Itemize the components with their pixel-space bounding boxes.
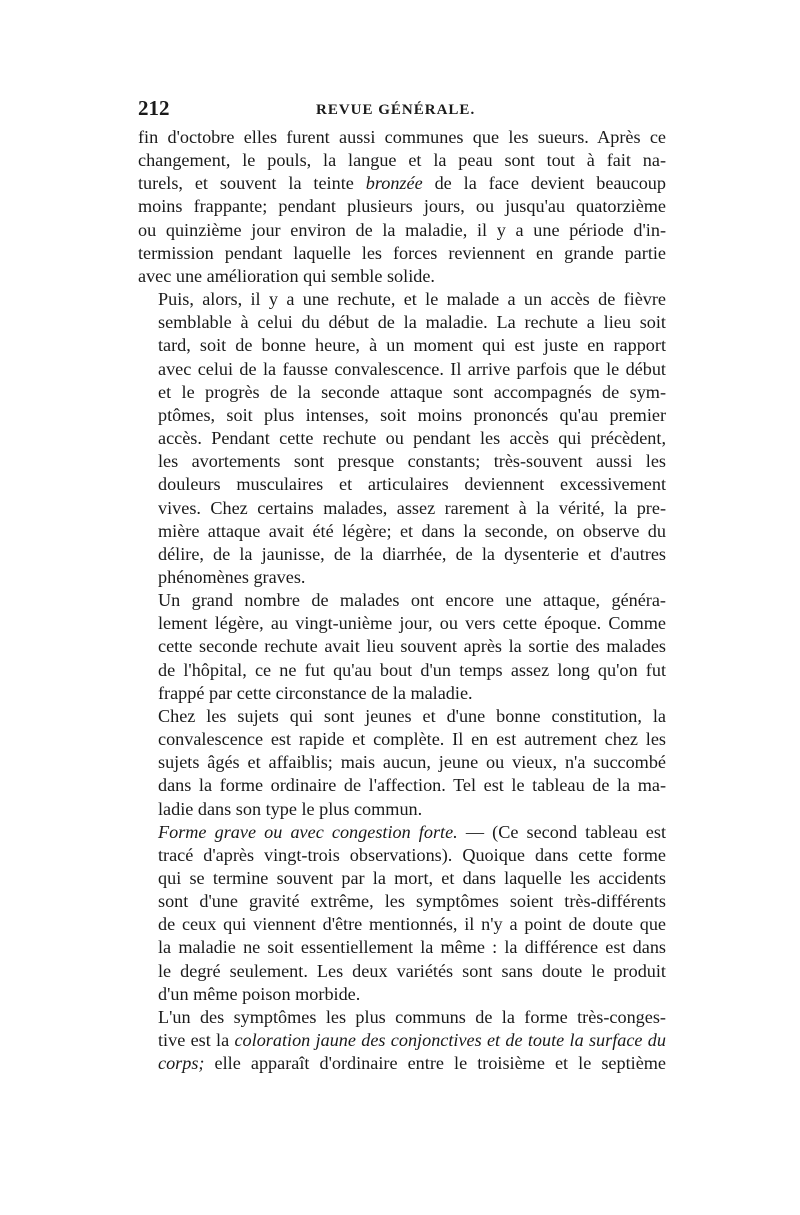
text-line: lement légère, au vingt-unième jour, ou vers cette époque. Comme	[158, 613, 666, 634]
text-line: ladie dans son type le plus commun.	[158, 798, 423, 819]
text-line: avec celui de la fausse convalescence. Il arrive parfois que le début	[158, 358, 666, 379]
text-segment: tive est la	[158, 1030, 235, 1051]
text-line: moins frappante; pendant plusieurs jours, ou jusqu'au quatorzième	[138, 196, 666, 217]
text-line: Chez les sujets qui sont jeunes et d'une bonne constitution, la	[158, 705, 666, 726]
body-text	[138, 126, 666, 1075]
text-line: douleurs musculaires et articulaires deviennent excessivement	[158, 474, 666, 495]
text-line: tracé d'après vingt-trois observations). Quoique dans cette forme	[158, 844, 666, 865]
page-header	[138, 96, 666, 126]
book-page	[138, 96, 666, 1075]
text-line: phénomènes graves.	[158, 566, 306, 587]
italic-phrase: coloration jaune des conjonctives et de toute la surface du	[234, 1030, 666, 1051]
text-line: d'un même poison morbide.	[158, 983, 361, 1004]
paragraph-2	[138, 288, 666, 589]
text-line: sujets âgés et affaiblis; mais aucun, jeune ou vieux, n'a succombé	[158, 752, 666, 773]
text-line: Un grand nombre de malades ont encore une attaque, généra-	[158, 590, 666, 611]
paragraph-5	[138, 821, 666, 1006]
text-segment: turels, et souvent la teinte	[138, 173, 366, 194]
text-line	[138, 1029, 666, 1052]
text-line: délire, de la jaunisse, de la diarrhée, de la dysenterie et d'autres	[158, 543, 666, 564]
italic-heading: Forme grave ou avec congestion forte.	[158, 821, 458, 842]
text-line: le degré seulement. Les deux variétés sont sans doute le produit	[158, 960, 666, 981]
text-line: tard, soit de bonne heure, à un moment qui est juste en rapport	[158, 335, 666, 356]
text-line: qui se termine souvent par la mort, et dans laquelle les accidents	[158, 868, 666, 888]
text-line: sont d'une gravité extrême, les symptômes soient très-différents	[158, 891, 666, 912]
text-line: et le progrès de la seconde attaque sont accompagnés de sym-	[158, 381, 666, 402]
text-line: fin d'octobre elles furent aussi communes que les sueurs. Après ce	[138, 127, 666, 147]
text-line: frappé par cette circonstance de la maladie.	[158, 682, 473, 703]
text-line	[138, 821, 666, 844]
paragraph-6	[138, 1006, 666, 1075]
text-line: cette seconde rechute avait lieu souvent après la sortie des malades	[158, 636, 666, 657]
text-line: de l'hôpital, ce ne fut qu'au bout d'un temps assez long qu'on fut	[158, 659, 666, 680]
page-number: 212	[138, 96, 170, 120]
text-line	[138, 172, 666, 195]
running-head: REVUE GÉNÉRALE.	[316, 102, 476, 118]
text-line: avec une amélioration qui semble solide.	[138, 265, 435, 286]
text-line: L'un des symptômes les plus communs de la forme très-conges-	[158, 1006, 666, 1027]
text-line: la maladie ne soit essentiellement la même : la différence est dans	[158, 937, 666, 958]
text-line: convalescence est rapide et complète. Il en est autrement chez les	[158, 729, 666, 750]
paragraph-4	[138, 705, 666, 821]
text-line: accès. Pendant cette rechute ou pendant les accès qui précèdent,	[158, 428, 666, 449]
text-line: dans la forme ordinaire de l'affection. Tel est le tableau de la ma-	[158, 775, 666, 796]
text-line: changement, le pouls, la langue et la peau sont tout à fait na-	[138, 150, 666, 171]
text-segment: de la face devient beaucoup	[422, 173, 666, 194]
text-line: Puis, alors, il y a une rechute, et le malade a un accès de fièvre	[158, 289, 666, 310]
text-segment: — (Ce second tableau est	[457, 821, 667, 842]
text-line: ptômes, soit plus intenses, soit moins prononcés qu'au premier	[158, 404, 666, 425]
paragraph-1	[138, 126, 666, 288]
text-line: termission pendant laquelle les forces reviennent en grande partie	[138, 242, 666, 263]
text-line: les avortements sont presque constants; très-souvent aussi les	[158, 451, 666, 472]
text-line: vives. Chez certains malades, assez rarement à la vérité, la pre-	[158, 497, 666, 518]
text-segment: elle apparaît d'ordinaire entre le troisième et le septième	[204, 1053, 666, 1074]
italic-phrase: corps;	[158, 1053, 205, 1074]
text-line: ou quinzième jour environ de la maladie, il y a une période d'in-	[138, 219, 666, 240]
text-line: semblable à celui du début de la maladie. La rechute a lieu soit	[158, 312, 666, 333]
text-line	[138, 1052, 666, 1075]
paragraph-3	[138, 589, 666, 705]
italic-word: bronzée	[365, 173, 423, 194]
text-line: mière attaque avait été légère; et dans la seconde, on observe du	[158, 520, 666, 541]
text-line: de ceux qui viennent d'être mentionnés, il n'y a point de doute que	[158, 914, 666, 935]
